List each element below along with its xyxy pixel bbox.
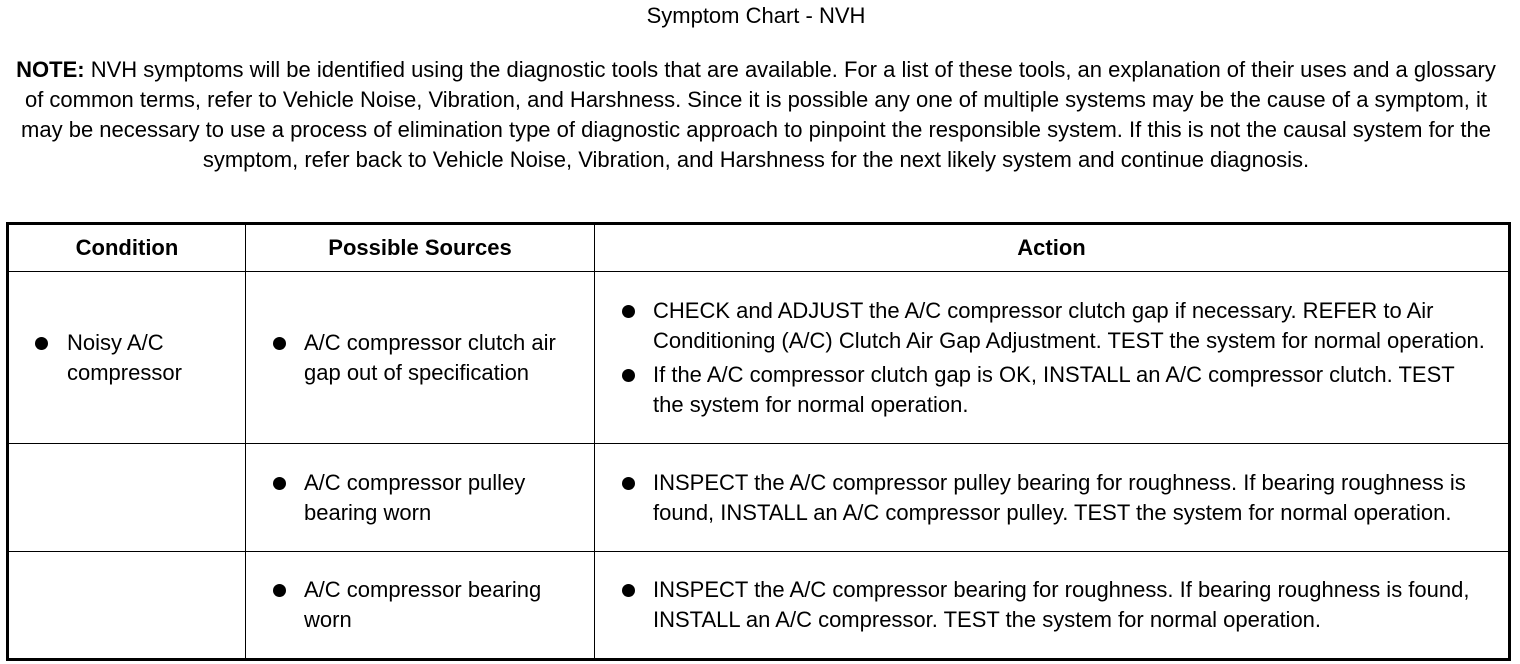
action-item (653, 468, 1488, 528)
bullet-icon (273, 477, 286, 490)
action-list (595, 296, 1508, 420)
bullet-icon (622, 305, 635, 318)
header-action: Action (595, 224, 1510, 272)
action-text: If the A/C compressor clutch gap is OK, INSTALL an A/C compressor clutch. TEST the system for normal operation. (653, 361, 1455, 417)
action-item (653, 575, 1488, 635)
source-text: A/C compressor pulley bearing worn (304, 469, 526, 525)
bullet-icon (273, 337, 286, 350)
action-item (653, 360, 1488, 420)
source-text: A/C compressor bearing worn (304, 577, 542, 632)
symptom-table (6, 222, 1511, 661)
note-paragraph (8, 55, 1504, 175)
note-label: NOTE: (16, 57, 85, 82)
table-row (8, 444, 1510, 552)
bullet-icon (622, 369, 635, 382)
action-cell (595, 444, 1510, 552)
source-text: A/C compressor clutch air gap out of specification (304, 329, 556, 385)
action-list (595, 468, 1508, 528)
action-cell (595, 272, 1510, 444)
action-text: CHECK and ADJUST the A/C compressor clutch gap if necessary. REFER to Air Conditioning (A/C) Clutch Air Gap Adjustment. TEST the system for normal operation. (653, 297, 1485, 353)
source-item (304, 575, 578, 635)
table-row (8, 272, 1510, 444)
action-list (595, 575, 1508, 635)
source-list (246, 328, 594, 388)
condition-list (9, 328, 245, 388)
note-text: NVH symptoms will be identified using the diagnostic tools that are available. For a list of these tools, an explanation of their uses and a glossary of common terms, refer to Vehicle Noise, Vibration, and Harshness. Since it is possible any one of multiple systems may be the cause of a symptom, it may be necessary to use a process of elimination type of diagnostic approach to pinpoint the responsible system. If this is not the causal system for the symptom, refer back to Vehicle Noise, Vibration, and Harshness for the next likely system and continue diagnosis. (21, 57, 1496, 172)
source-item (304, 468, 578, 528)
page-title: Symptom Chart - NVH (646, 3, 866, 28)
condition-text: Noisy A/C compressor (67, 329, 182, 385)
source-item (304, 328, 578, 388)
condition-item (67, 328, 235, 388)
condition-cell (8, 552, 246, 660)
bullet-icon (622, 477, 635, 490)
action-item (653, 296, 1488, 356)
action-text: INSPECT the A/C compressor bearing for roughness. If bearing roughness is found, INSTALL an A/C compressor. TEST the system for normal operation. (653, 577, 1470, 632)
source-cell (246, 552, 595, 660)
table-header-row (8, 224, 1510, 272)
source-cell (246, 272, 595, 444)
header-condition: Condition (8, 224, 246, 272)
action-text: INSPECT the A/C compressor pulley bearing for roughness. If bearing roughness is found, INSTALL an A/C compressor pulley. TEST the system for normal operation. (653, 469, 1466, 525)
header-possible-sources: Possible Sources (246, 224, 595, 272)
table-row (8, 552, 1510, 660)
source-cell (246, 444, 595, 552)
source-list (246, 575, 594, 635)
condition-cell (8, 444, 246, 552)
action-cell (595, 552, 1510, 660)
bullet-icon (622, 584, 635, 597)
source-list (246, 468, 594, 528)
condition-cell (8, 272, 246, 444)
bullet-icon (273, 584, 286, 597)
bullet-icon (35, 337, 48, 350)
